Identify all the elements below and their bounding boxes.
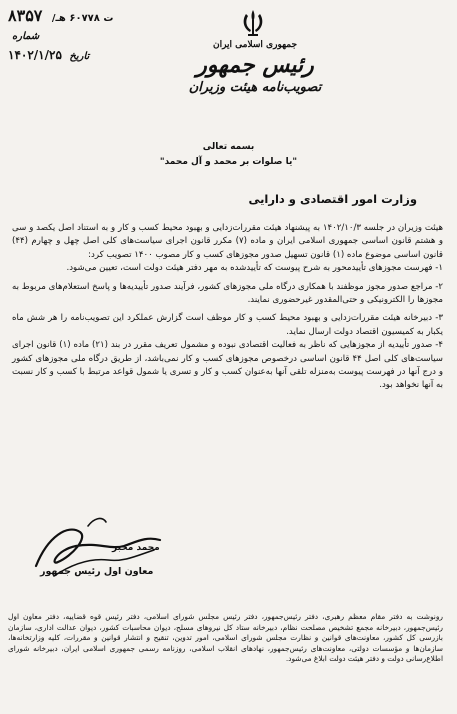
iran-emblem-icon	[240, 8, 266, 38]
number-label: شماره	[12, 31, 40, 42]
bismillah: بسمه تعالی	[202, 142, 255, 152]
registration-number-row	[8, 6, 138, 25]
registration-date: ۱۴۰۲/۱/۲۵	[8, 48, 62, 62]
signatory-name: محمد مخبر	[112, 543, 160, 553]
clause-2: ۲- مراجع صدور مجوز موظفند با همکاری درگاه ملی مجوزهای کشور، فرآیند صدور تأییدیه‌ها و پاسخ استعلام‌های مربوط به مجوزها را الکترونیکی و حتی‌المقدور غیرحضوری نمایند.	[12, 281, 443, 306]
clause-3: ۳- دبیرخانه هیئت مقررات‌زدایی و بهبود محیط کسب و کار موظف است گزارش عملکرد این تصویب‌نامه را هر شش ماه یکبار به کمیسیون اقتصاد دولت ارسال نماید.	[12, 313, 443, 337]
decree-title: تصویب‌نامه هیئت وزیران	[188, 80, 322, 95]
president-title: رئیس جمهور	[196, 52, 314, 78]
date-row	[8, 48, 138, 62]
number-label-row	[8, 31, 138, 42]
clause-1: ۱- فهرست مجوزهای تأییدمحور به شرح پیوست که تأییدشده به مهر دفتر هیئت دولت است، تعیین می‌شود.	[66, 263, 443, 274]
clause-4: ۴- صدور تأییدیه از مجوزهایی که ناظر به فعالیت اقتصادی نبوده و مشمول تعریف مقرر در بند (۲۱) ماده (۱) قانون اجرای سیاست‌های کلی اصل ۴۴ قانون اساسی درخصوص مجوزهای کسب و کار نمی‌باشد، از طریق درگاه ملی مجوزهای کشور و درج آنها در فهرست پیوست به‌منزله تلقی آنها به‌عنوان کسب و کار و تسری یا شمول قواعد مرتبط با کسب و کار نسبت به آنها نخواهد بود.	[12, 340, 443, 391]
salavat: "یا صلوات بر محمد و آل محمد"	[159, 157, 298, 167]
letterhead	[160, 40, 350, 95]
date-label: تاریخ	[69, 51, 90, 62]
signatory-title: معاون اول رئیس جمهور	[40, 566, 154, 577]
recipient-title: وزارت امور اقتصادی و دارایی	[248, 192, 417, 206]
registration-number: ۸۳۵۷	[8, 6, 43, 25]
republic-title: جمهوری اسلامی ایران	[212, 40, 298, 50]
body-intro: هیئت وزیران در جلسه ۱۴۰۲/۱۰/۳ به پیشنهاد هیئت مقررات‌زدایی و بهبود محیط کسب و کار و به استناد اصل یکصد و سی و هشتم قانون اساسی جمهوری اسلامی ایران و ماده (۷) مکرر قانون اجرای سیاست‌های کلی اصل چهل و چهارم (۴۴) قانون اساسی موضوع ماده (۱) قانون تسهیل صدور مجوزهای کسب و کار مصوب ۱۴۰۰ تصویب کرد:	[12, 223, 444, 260]
registration-code: /ت ۶۰۷۷۸ هـ	[51, 13, 114, 24]
decree-body	[12, 222, 443, 393]
registration-block	[8, 6, 138, 62]
distribution-list: رونوشت به دفتر مقام معظم رهبری، دفتر رئیس‌جمهور، دفتر رئیس مجلس شورای اسلامی، دفتر رئیس قوه قضاییه، دفتر معاون اول رئیس‌جمهور، دبیرخانه مجمع تشخیص مصلحت نظام، دبیرخانه ستاد کل نیروهای مسلح، دیوان محاسبات کشور، دیوان عدالت اداری، سازمان بازرسی کل کشور، معاونت‌های قوانین و نظارت مجلس شورای اسلامی، امور تدوین، تنقیح و انتشار قوانین و مقررات، کلیه وزارتخانه‌ها، سازمان‌ها و مؤسسات دولتی، معاونت‌های رئیس‌جمهور، نهادهای انقلاب اسلامی، روزنامه رسمی جمهوری اسلامی ایران، دبیرخانه شورای اطلاع‌رسانی دولت و دفتر هیئت دولت ابلاغ می‌شود.	[8, 612, 443, 663]
